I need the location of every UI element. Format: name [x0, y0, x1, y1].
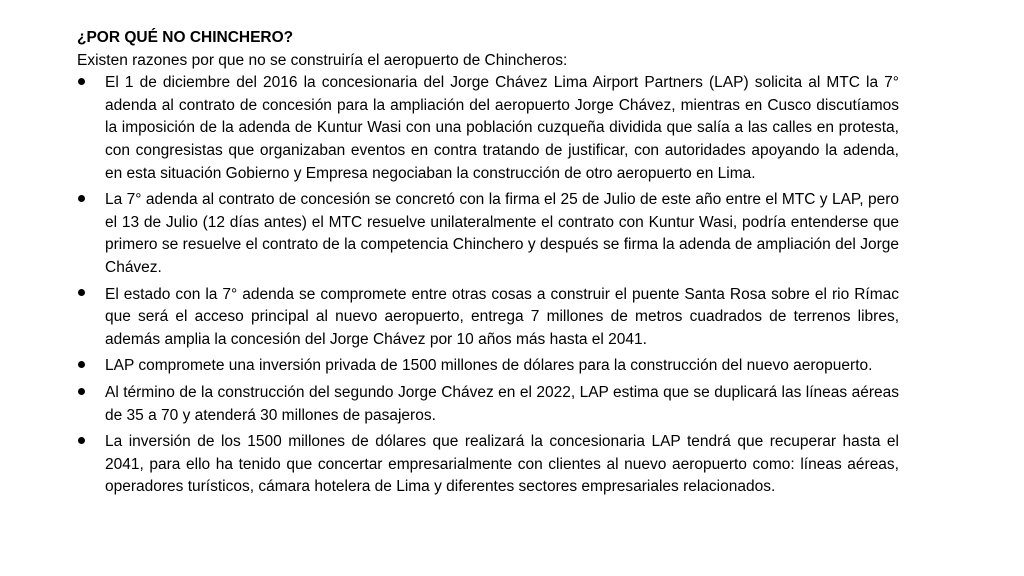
bullet-text: El estado con la 7° adenda se compromete entre otras cosas a construir el puente Santa Rosa sobre el rio Rímac que será el acceso principal al nuevo aeropuerto, entrega 7 millones de metros cuadrados de terrenos libres, además amplia la concesión del Jorge Chávez por 10 años más hasta el 2041.	[105, 285, 899, 348]
document-intro: Existen razones por que no se construiría el aeropuerto de Chincheros:	[77, 51, 568, 69]
bullet-item	[77, 189, 899, 279]
bullet-list	[77, 72, 899, 499]
bullet-dot-icon	[78, 355, 98, 378]
document-title: ¿POR QUÉ NO CHINCHERO?	[77, 29, 294, 46]
bullet-dot-icon	[78, 72, 98, 95]
bullet-dot-icon	[78, 284, 98, 307]
bullet-item	[77, 382, 899, 427]
bullet-item	[77, 284, 899, 352]
bullet-dot-icon	[78, 431, 98, 454]
bullet-dot-icon	[78, 382, 98, 405]
bullet-text: La inversión de los 1500 millones de dólares que realizará la concesionaria LAP tendrá que recuperar hasta el 2041, para ello ha tenido que concertar empresarialmente con clientes al nuevo aeropuerto como: líneas aéreas, operadores turísticos, cámara hotelera de Lima y diferentes sectores empresariales relacionados.	[105, 433, 899, 496]
bullet-item	[77, 431, 899, 499]
bullet-text: Al término de la construcción del segundo Jorge Chávez en el 2022, LAP estima que se duplicará las líneas aéreas de 35 a 70 y atenderá 30 millones de pasajeros.	[105, 383, 899, 424]
bullet-text: LAP compromete una inversión privada de 1500 millones de dólares para la construcción del nuevo aeropuerto.	[105, 357, 873, 375]
document-page	[77, 27, 899, 503]
bullet-text: El 1 de diciembre del 2016 la concesionaria del Jorge Chávez Lima Airport Partners (LAP) solicita al MTC la 7° adenda al contrato de concesión para la ampliación del aeropuerto Jorge Chávez, mientras en Cusco discutíamos la imposición de la adenda de Kuntur Wasi con una población cuzqueña dividida que salía a las calles en protesta, con congresistas que organizaban eventos en contra tratando de justificar, con autoridades apoyando la adenda, en esta situación Gobierno y Empresa negociaban la construcción de otro aeropuerto en Lima.	[105, 74, 899, 182]
bullet-item	[77, 72, 899, 185]
bullet-dot-icon	[78, 189, 98, 212]
bullet-text: La 7° adenda al contrato de concesión se concretó con la firma el 25 de Julio de este año entre el MTC y LAP, pero el 13 de Julio (12 días antes) el MTC resuelve unilateralmente el contrato con Kuntur Wasi, podría entenderse que primero se resuelve el contrato de la competencia Chinchero y después se firma la adenda de ampliación del Jorge Chávez.	[105, 191, 899, 276]
bullet-item	[77, 355, 899, 378]
